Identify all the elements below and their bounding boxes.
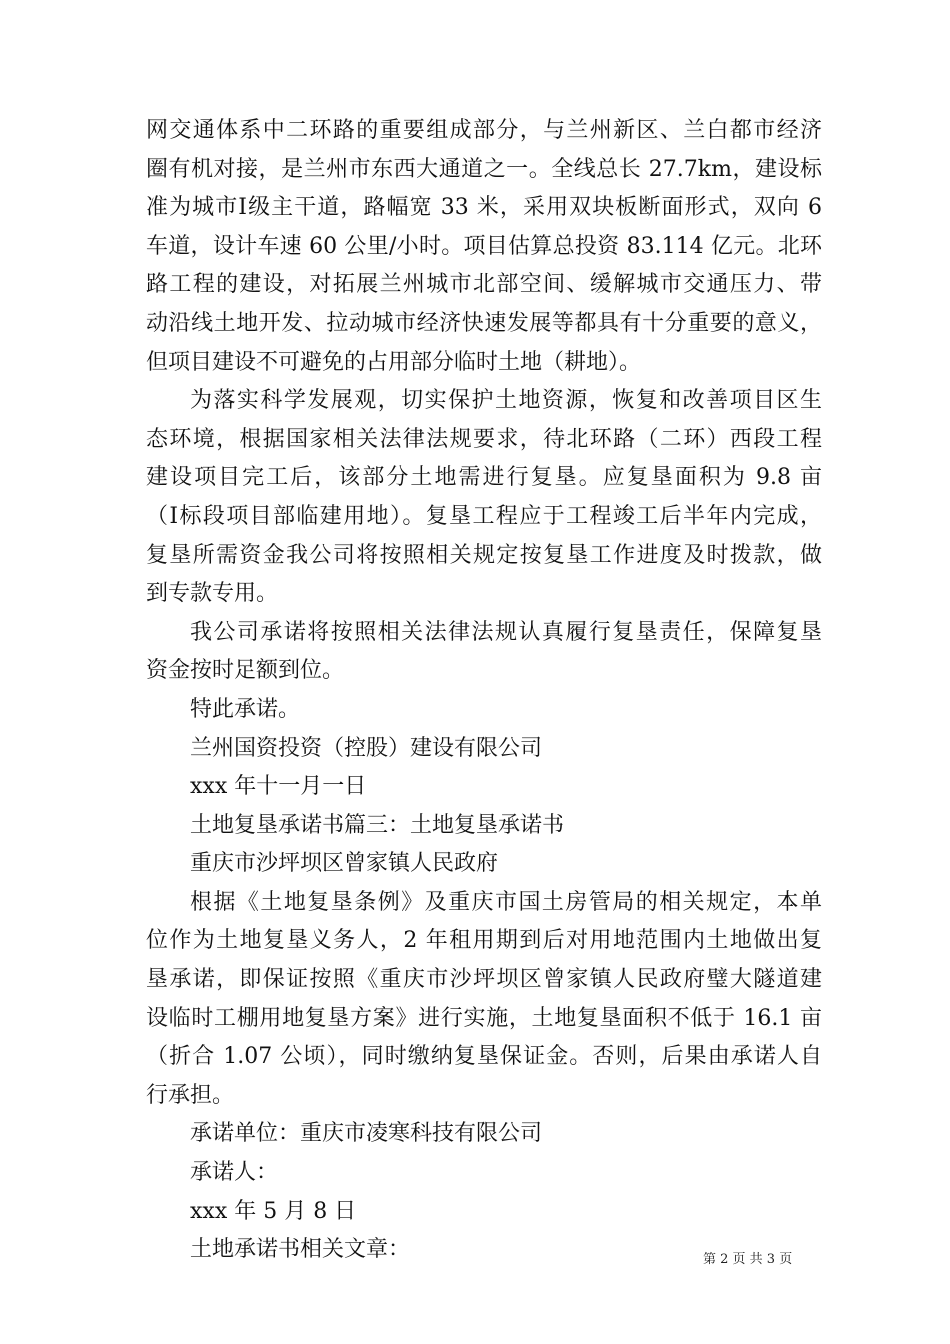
paragraph-line: 网交通体系中二环路的重要组成部分，与兰州新区、兰白都市经济 [146, 118, 822, 143]
paragraph-line: 但项目建设不可避免的占用部分临时土地（耕地）。 [146, 349, 642, 375]
related-articles-heading: 土地承诺书相关文章： [190, 1237, 411, 1263]
paragraph-line: 车道，设计车速 60 公里/小时。项目估算总投资 83.114 亿元。北环 [146, 233, 822, 259]
paragraph-line: 设临时工棚用地复垦方案》进行实施，土地复垦面积不低于 16.1 亩 [146, 1005, 822, 1031]
paragraph-line: （Ⅰ标段项目部临建用地）。复垦工程应于工程竣工后半年内完成， [146, 503, 822, 529]
closing-statement: 特此承诺。 [190, 696, 301, 722]
pledging-unit: 承诺单位：重庆市凌寒科技有限公司 [190, 1121, 543, 1147]
section-heading: 土地复垦承诺书篇三：土地复垦承诺书 [190, 812, 565, 838]
paragraph-line: 态环境，根据国家相关法律法规要求，待北环路（二环）西段工程 [146, 426, 822, 452]
paragraph-line: 我公司承诺将按照相关法律法规认真履行复垦责任，保障复垦 [190, 619, 822, 645]
page-number: 第 2 页 共 3 页 [703, 1252, 793, 1267]
document-body [146, 112, 822, 1270]
paragraph-line: （折合 1.07 公顷），同时缴纳复垦保证金。否则，后果由承诺人自 [146, 1044, 822, 1070]
signature-date: xxx 年十一月一日 [190, 774, 367, 800]
recipient-line: 重庆市沙坪坝区曾家镇人民政府 [190, 851, 499, 877]
paragraph-line: 垦承诺，即保证按照《重庆市沙坪坝区曾家镇人民政府璧大隧道建 [146, 967, 822, 993]
paragraph-line: 为落实科学发展观，切实保护土地资源，恢复和改善项目区生 [190, 388, 822, 414]
company-signature: 兰州国资投资（控股）建设有限公司 [190, 735, 543, 761]
paragraph-line: 行承担。 [146, 1082, 235, 1108]
paragraph-line: 复垦所需资金我公司将按照相关规定按复垦工作进度及时拨款，做 [146, 542, 822, 568]
paragraph-line: 资金按时足额到位。 [146, 658, 345, 684]
paragraph-line: 路工程的建设，对拓展兰州城市北部空间、缓解城市交通压力、带 [146, 272, 822, 298]
signature-date: xxx 年 5 月 8 日 [190, 1198, 357, 1224]
paragraph-line: 建设项目完工后，该部分土地需进行复垦。应复垦面积为 9.8 亩 [146, 465, 822, 491]
paragraph-line: 动沿线土地开发、拉动城市经济快速发展等都具有十分重要的意义， [146, 310, 822, 336]
paragraph-line: 到专款专用。 [146, 581, 279, 607]
paragraph-line: 根据《土地复垦条例》及重庆市国土房管局的相关规定，本单 [190, 889, 822, 915]
paragraph-line: 准为城市Ⅰ级主干道，路幅宽 33 米，采用双块板断面形式，双向 6 [146, 195, 822, 221]
paragraph-line: 位作为土地复垦义务人，2 年租用期到后对用地范围内土地做出复 [146, 928, 822, 954]
pledger-line: 承诺人： [190, 1160, 279, 1186]
paragraph-line: 圈有机对接，是兰州市东西大通道之一。全线总长 27.7km，建设标 [146, 156, 822, 182]
